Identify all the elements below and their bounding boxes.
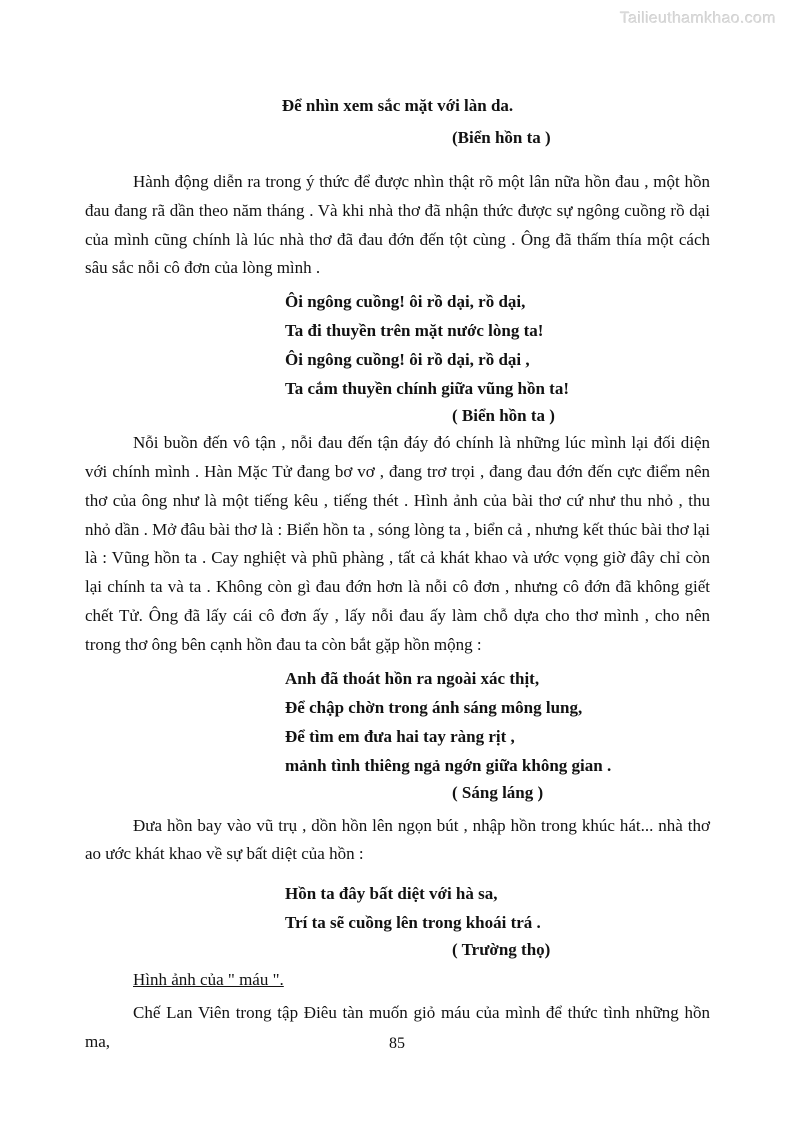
verse-line: Ôi ngông cuồng! ôi rồ dại, rồ dại, — [285, 292, 526, 312]
verse-attribution: ( Sáng láng ) — [452, 782, 544, 802]
quote-heading-attribution: (Biển hồn ta ) — [452, 128, 551, 147]
verse-attribution: ( Trường thọ) — [452, 940, 551, 960]
section-heading — [85, 965, 710, 994]
verse-block — [85, 664, 710, 806]
verse-attribution: ( Biển hồn ta ) — [452, 406, 555, 426]
section-heading-text: Hình ảnh của " máu ". — [133, 970, 284, 990]
paragraph: Chế Lan Viên trong tập Điêu tàn muốn giỏ máu của mình để thức tình những hồn ma, — [85, 1003, 710, 1051]
verse-block — [85, 879, 710, 963]
verse-line: Hồn ta đây bất diệt với hà sa, — [285, 884, 498, 904]
verse-line: Để chập chờn trong ánh sáng mông lung, — [285, 697, 583, 717]
verse-line: Ôi ngông cuồng! ôi rồ dại, rồ dại , — [285, 350, 530, 370]
page-number: 85 — [389, 1035, 405, 1052]
paragraph: Nỗi buồn đến vô tận , nỗi đau đến tận đáy đó chính là những lúc mình lại đối diện với chính mình . Hàn Mặc Tử đang bơ vơ , đang trơ trọi , đang đau đớn đến cực điểm nên thơ của ông như là một tiếng kêu , tiếng thét . Hình ảnh của bài thơ cứ như thu nhỏ , thu nhỏ dần . Mở đâu bài thơ là : Biển hồn ta , sóng lòng ta , biển cả , nhưng kết thúc bài thơ lại là : Vũng hồn ta . Cay nghiệt và phũ phàng , tất cả khát khao và ước vọng giờ đây chỉ còn lại chính ta và ta . Không còn gì đau đớn hơn là nỗi cô đơn , nhưng cô đớn đã không giết chết Tử. Ông đã lấy cái cô đơn ấy , lấy nỗi đau ấy làm chỗ dựa cho thơ mình , cho nên trong thơ ông bên cạnh hồn đau ta còn bắt gặp hồn mộng : — [85, 433, 710, 654]
verse-line: Trí ta sẽ cuồng lên trong khoái trá . — [285, 913, 541, 933]
verse-line: Ta cắm thuyền chính giữa vũng hồn ta! — [285, 379, 570, 399]
paragraph: Hành động diễn ra trong ý thức để được nhìn thật rõ một lân nữa hồn đau , một hồn đau đang rã dần theo năm tháng . Và khi nhà thơ đã nhận thức được sự ngông cuồng rồ dại của mình cũng chính là lúc nhà thơ đã đau đớn đến tột cùng . Ông đã thấm thía một cách sâu sắc nỗi cô đơn của lòng mình . — [85, 172, 710, 278]
verse-line: mảnh tình thiêng ngả ngớn giữa không gian . — [285, 755, 612, 775]
verse-line: Để tìm em đưa hai tay ràng rịt , — [285, 726, 515, 746]
quote-heading: Để nhìn xem sắc mặt với làn da. — [281, 96, 514, 115]
paragraph: Đưa hồn bay vào vũ trụ , dồn hồn lên ngọn bút , nhập hồn trong khúc hát... nhà thơ ao ước khát khao về sự bất diệt của hồn : — [85, 815, 710, 864]
verse-line: Ta đi thuyền trên mặt nước lòng ta! — [285, 321, 544, 341]
watermark: Tailieuthamkhao.com — [620, 10, 776, 27]
page-content — [85, 90, 710, 1057]
verse-line: Anh đã thoát hồn ra ngoài xác thịt, — [285, 668, 540, 688]
verse-block — [85, 287, 710, 429]
